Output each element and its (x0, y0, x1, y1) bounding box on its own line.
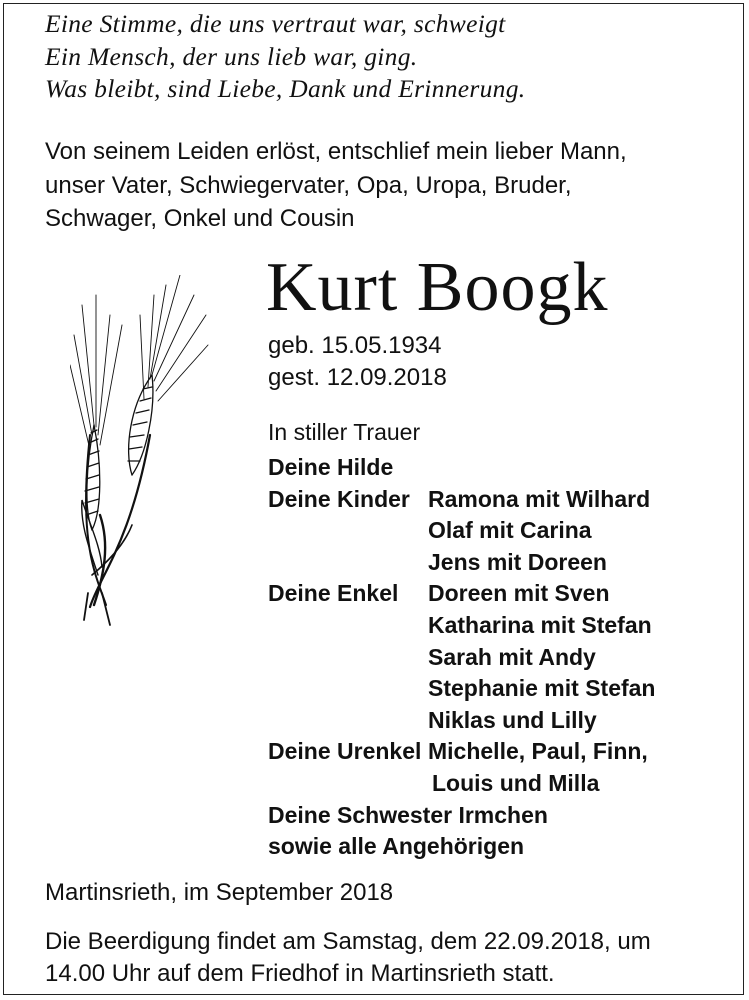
mourner-group: Deine Hilde (268, 454, 394, 480)
mourner-group: Deine Kinder (268, 485, 410, 512)
poem-line: Eine Stimme, die uns vertraut war, schweigt (45, 9, 506, 38)
intro-line: Von seinem Leiden erlöst, entschlief mein lieber Mann, (45, 138, 627, 165)
mourner-names: Stephanie mit Stefan (428, 675, 656, 702)
mourner-names: Michelle, Paul, Finn, (428, 738, 648, 765)
life-dates (268, 330, 447, 393)
mourner-names: Doreen mit Sven (428, 580, 610, 607)
mourning-intro: In stiller Trauer (268, 419, 421, 445)
mourner-names: Ramona mit Wilhard (428, 485, 651, 512)
funeral-line: Die Beerdigung findet am Samstag, dem 22.09.2018, um (45, 928, 651, 955)
intro-line: Schwager, Onkel und Cousin (45, 205, 355, 232)
mourner-names: Louis und Milla (432, 769, 600, 796)
mourner-names: Sarah mit Andy (428, 643, 596, 670)
mourner-names: Jens mit Doreen (428, 548, 607, 575)
announcement-intro (45, 135, 627, 236)
mourner-names: Olaf mit Carina (428, 517, 592, 544)
mourner-group: Deine Schwester Irmchen (268, 801, 548, 828)
memorial-poem (45, 8, 525, 106)
wheat-ears-icon (70, 275, 210, 645)
funeral-info (45, 926, 725, 989)
mourner-group: Deine Urenkel (268, 738, 422, 765)
mourner-group: sowie alle Angehörigen (268, 833, 525, 860)
birth-date: geb. 15.05.1934 (268, 332, 442, 359)
intro-line: unser Vater, Schwiegervater, Opa, Uropa, Bruder, (45, 171, 572, 199)
death-date: gest. 12.09.2018 (268, 363, 447, 391)
funeral-line: 14.00 Uhr auf dem Friedhof in Martinsrieth statt. (45, 959, 555, 987)
mourner-names: Katharina mit Stefan (428, 611, 652, 638)
deceased-name: Kurt Boogk (266, 249, 609, 326)
place-and-date: Martinsrieth, im September 2018 (45, 879, 394, 906)
mourner-names: Niklas und Lilly (428, 706, 597, 733)
poem-line: Was bleibt, sind Liebe, Dank und Erinnerung. (45, 74, 526, 103)
poem-line: Ein Mensch, der uns lieb war, ging. (45, 41, 418, 71)
mourner-group: Deine Enkel (268, 580, 399, 607)
